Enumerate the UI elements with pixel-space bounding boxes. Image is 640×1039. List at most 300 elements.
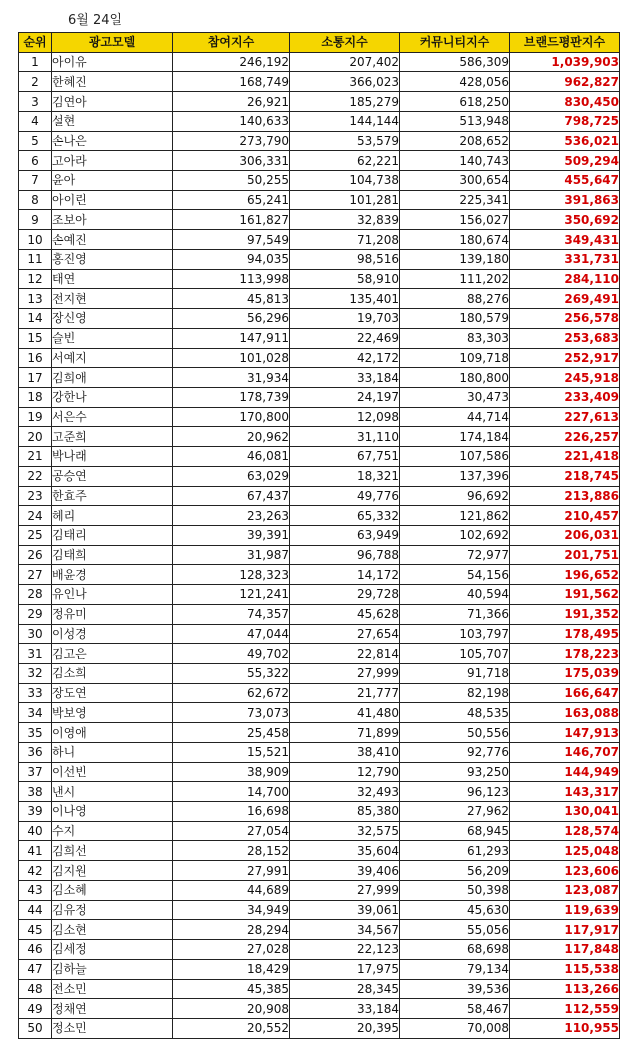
brand-reputation-cell: 128,574 — [510, 821, 620, 841]
participation-cell: 113,998 — [173, 269, 290, 289]
community-cell: 88,276 — [400, 289, 510, 309]
community-cell: 68,945 — [400, 821, 510, 841]
brand-reputation-cell: 798,725 — [510, 111, 620, 131]
communication-cell: 67,751 — [290, 447, 400, 467]
brand-reputation-cell: 253,683 — [510, 328, 620, 348]
communication-cell: 98,516 — [290, 249, 400, 269]
table-row — [19, 762, 620, 782]
community-cell: 300,654 — [400, 171, 510, 191]
model-name-cell: 장신영 — [52, 309, 173, 329]
rank-cell: 20 — [19, 427, 52, 447]
community-cell: 137,396 — [400, 466, 510, 486]
model-name-cell: 김소희 — [52, 664, 173, 684]
table-row — [19, 940, 620, 960]
table-row — [19, 328, 620, 348]
participation-cell: 20,962 — [173, 427, 290, 447]
model-name-cell: 김소혜 — [52, 880, 173, 900]
header-brand-reputation: 브랜드평판지수 — [510, 33, 620, 53]
rank-cell: 5 — [19, 131, 52, 151]
participation-cell: 44,689 — [173, 880, 290, 900]
table-row — [19, 151, 620, 171]
communication-cell: 207,402 — [290, 52, 400, 72]
participation-cell: 45,813 — [173, 289, 290, 309]
community-cell: 83,303 — [400, 328, 510, 348]
brand-reputation-cell: 830,450 — [510, 92, 620, 112]
table-row — [19, 723, 620, 743]
community-cell: 618,250 — [400, 92, 510, 112]
rank-cell: 12 — [19, 269, 52, 289]
community-cell: 48,535 — [400, 703, 510, 723]
brand-reputation-cell: 144,949 — [510, 762, 620, 782]
community-cell: 140,743 — [400, 151, 510, 171]
rank-cell: 13 — [19, 289, 52, 309]
model-name-cell: 김지원 — [52, 861, 173, 881]
model-name-cell: 이선빈 — [52, 762, 173, 782]
table-row — [19, 72, 620, 92]
communication-cell: 27,999 — [290, 664, 400, 684]
model-name-cell: 이성경 — [52, 624, 173, 644]
table-row — [19, 841, 620, 861]
communication-cell: 22,814 — [290, 644, 400, 664]
participation-cell: 101,028 — [173, 348, 290, 368]
participation-cell: 31,987 — [173, 545, 290, 565]
model-name-cell: 낸시 — [52, 782, 173, 802]
brand-reputation-cell: 349,431 — [510, 230, 620, 250]
participation-cell: 50,255 — [173, 171, 290, 191]
model-name-cell: 아이린 — [52, 190, 173, 210]
rank-cell: 48 — [19, 979, 52, 999]
communication-cell: 62,221 — [290, 151, 400, 171]
table-row — [19, 920, 620, 940]
table-row — [19, 427, 620, 447]
model-name-cell: 조보아 — [52, 210, 173, 230]
model-name-cell: 고아라 — [52, 151, 173, 171]
brand-reputation-cell: 147,913 — [510, 723, 620, 743]
table-row — [19, 309, 620, 329]
rank-cell: 15 — [19, 328, 52, 348]
participation-cell: 67,437 — [173, 486, 290, 506]
model-name-cell: 슬빈 — [52, 328, 173, 348]
brand-reputation-cell: 113,266 — [510, 979, 620, 999]
rank-cell: 6 — [19, 151, 52, 171]
model-name-cell: 김태리 — [52, 525, 173, 545]
rank-cell: 40 — [19, 821, 52, 841]
rank-cell: 37 — [19, 762, 52, 782]
participation-cell: 62,672 — [173, 683, 290, 703]
community-cell: 92,776 — [400, 742, 510, 762]
model-name-cell: 홍진영 — [52, 249, 173, 269]
community-cell: 174,184 — [400, 427, 510, 447]
participation-cell: 26,921 — [173, 92, 290, 112]
rank-cell: 2 — [19, 72, 52, 92]
participation-cell: 15,521 — [173, 742, 290, 762]
rank-cell: 1 — [19, 52, 52, 72]
brand-reputation-cell: 119,639 — [510, 900, 620, 920]
header-model: 광고모델 — [52, 33, 173, 53]
brand-reputation-cell: 175,039 — [510, 664, 620, 684]
communication-cell: 33,184 — [290, 999, 400, 1019]
brand-reputation-cell: 146,707 — [510, 742, 620, 762]
table-row — [19, 1018, 620, 1038]
communication-cell: 144,144 — [290, 111, 400, 131]
participation-cell: 18,429 — [173, 959, 290, 979]
rank-cell: 32 — [19, 664, 52, 684]
model-name-cell: 김고은 — [52, 644, 173, 664]
table-row — [19, 900, 620, 920]
community-cell: 40,594 — [400, 585, 510, 605]
model-name-cell: 김희애 — [52, 368, 173, 388]
communication-cell: 32,839 — [290, 210, 400, 230]
model-name-cell: 윤아 — [52, 171, 173, 191]
table-row — [19, 407, 620, 427]
brand-reputation-cell: 218,745 — [510, 466, 620, 486]
brand-reputation-cell: 350,692 — [510, 210, 620, 230]
table-row — [19, 782, 620, 802]
participation-cell: 273,790 — [173, 131, 290, 151]
participation-cell: 34,949 — [173, 900, 290, 920]
model-name-cell: 서은수 — [52, 407, 173, 427]
brand-reputation-cell: 110,955 — [510, 1018, 620, 1038]
model-name-cell: 한효주 — [52, 486, 173, 506]
model-name-cell: 정유미 — [52, 604, 173, 624]
brand-reputation-cell: 284,110 — [510, 269, 620, 289]
table-row — [19, 269, 620, 289]
community-cell: 109,718 — [400, 348, 510, 368]
brand-reputation-cell: 178,223 — [510, 644, 620, 664]
participation-cell: 161,827 — [173, 210, 290, 230]
brand-reputation-cell: 117,917 — [510, 920, 620, 940]
date-label: 6월 24일 — [68, 13, 123, 28]
brand-reputation-cell: 213,886 — [510, 486, 620, 506]
model-name-cell: 정소민 — [52, 1018, 173, 1038]
table-row — [19, 171, 620, 191]
community-cell: 55,056 — [400, 920, 510, 940]
communication-cell: 32,493 — [290, 782, 400, 802]
communication-cell: 135,401 — [290, 289, 400, 309]
brand-reputation-cell: 509,294 — [510, 151, 620, 171]
brand-reputation-cell: 391,863 — [510, 190, 620, 210]
model-name-cell: 전지현 — [52, 289, 173, 309]
communication-cell: 39,061 — [290, 900, 400, 920]
brand-reputation-cell: 536,021 — [510, 131, 620, 151]
community-cell: 58,467 — [400, 999, 510, 1019]
brand-reputation-cell: 210,457 — [510, 506, 620, 526]
communication-cell: 21,777 — [290, 683, 400, 703]
rank-cell: 46 — [19, 940, 52, 960]
participation-cell: 27,028 — [173, 940, 290, 960]
communication-cell: 35,604 — [290, 841, 400, 861]
table-row — [19, 249, 620, 269]
model-name-cell: 박나래 — [52, 447, 173, 467]
brand-reputation-cell: 130,041 — [510, 802, 620, 822]
communication-cell: 22,123 — [290, 940, 400, 960]
community-cell: 586,309 — [400, 52, 510, 72]
community-cell: 96,692 — [400, 486, 510, 506]
communication-cell: 42,172 — [290, 348, 400, 368]
community-cell: 39,536 — [400, 979, 510, 999]
participation-cell: 94,035 — [173, 249, 290, 269]
brand-reputation-cell: 191,352 — [510, 604, 620, 624]
communication-cell: 17,975 — [290, 959, 400, 979]
communication-cell: 49,776 — [290, 486, 400, 506]
participation-cell: 121,241 — [173, 585, 290, 605]
rank-cell: 49 — [19, 999, 52, 1019]
model-name-cell: 아이유 — [52, 52, 173, 72]
table-body — [19, 52, 620, 1038]
participation-cell: 39,391 — [173, 525, 290, 545]
participation-cell: 55,322 — [173, 664, 290, 684]
rank-cell: 45 — [19, 920, 52, 940]
brand-reputation-cell: 143,317 — [510, 782, 620, 802]
community-cell: 107,586 — [400, 447, 510, 467]
communication-cell: 18,321 — [290, 466, 400, 486]
brand-reputation-cell: 117,848 — [510, 940, 620, 960]
table-row — [19, 210, 620, 230]
rank-cell: 3 — [19, 92, 52, 112]
model-name-cell: 김연아 — [52, 92, 173, 112]
participation-cell: 170,800 — [173, 407, 290, 427]
header-participation: 참여지수 — [173, 33, 290, 53]
model-name-cell: 헤리 — [52, 506, 173, 526]
rank-cell: 47 — [19, 959, 52, 979]
brand-reputation-cell: 252,917 — [510, 348, 620, 368]
communication-cell: 53,579 — [290, 131, 400, 151]
rank-cell: 21 — [19, 447, 52, 467]
table-row — [19, 111, 620, 131]
rank-cell: 26 — [19, 545, 52, 565]
community-cell: 50,398 — [400, 880, 510, 900]
communication-cell: 33,184 — [290, 368, 400, 388]
community-cell: 30,473 — [400, 387, 510, 407]
table-row — [19, 742, 620, 762]
community-cell: 428,056 — [400, 72, 510, 92]
communication-cell: 96,788 — [290, 545, 400, 565]
rank-cell: 43 — [19, 880, 52, 900]
rank-cell: 36 — [19, 742, 52, 762]
rank-cell: 22 — [19, 466, 52, 486]
communication-cell: 41,480 — [290, 703, 400, 723]
header-communication: 소통지수 — [290, 33, 400, 53]
rank-cell: 29 — [19, 604, 52, 624]
communication-cell: 65,332 — [290, 506, 400, 526]
model-name-cell: 장도연 — [52, 683, 173, 703]
brand-reputation-cell: 115,538 — [510, 959, 620, 979]
participation-cell: 306,331 — [173, 151, 290, 171]
communication-cell: 58,910 — [290, 269, 400, 289]
table-row — [19, 821, 620, 841]
brand-reputation-cell: 206,031 — [510, 525, 620, 545]
brand-reputation-cell: 233,409 — [510, 387, 620, 407]
participation-cell: 178,739 — [173, 387, 290, 407]
community-cell: 111,202 — [400, 269, 510, 289]
table-header-row — [19, 33, 620, 53]
model-name-cell: 태연 — [52, 269, 173, 289]
communication-cell: 101,281 — [290, 190, 400, 210]
table-row — [19, 585, 620, 605]
model-name-cell: 김태희 — [52, 545, 173, 565]
participation-cell: 31,934 — [173, 368, 290, 388]
model-name-cell: 하니 — [52, 742, 173, 762]
brand-reputation-cell: 196,652 — [510, 565, 620, 585]
brand-reputation-cell: 226,257 — [510, 427, 620, 447]
communication-cell: 71,208 — [290, 230, 400, 250]
community-cell: 70,008 — [400, 1018, 510, 1038]
brand-reputation-cell: 123,606 — [510, 861, 620, 881]
participation-cell: 46,081 — [173, 447, 290, 467]
table-row — [19, 131, 620, 151]
table-row — [19, 486, 620, 506]
communication-cell: 22,469 — [290, 328, 400, 348]
communication-cell: 71,899 — [290, 723, 400, 743]
community-cell: 96,123 — [400, 782, 510, 802]
community-cell: 82,198 — [400, 683, 510, 703]
community-cell: 27,962 — [400, 802, 510, 822]
community-cell: 91,718 — [400, 664, 510, 684]
table-row — [19, 959, 620, 979]
table-row — [19, 880, 620, 900]
participation-cell: 97,549 — [173, 230, 290, 250]
community-cell: 71,366 — [400, 604, 510, 624]
community-cell: 50,556 — [400, 723, 510, 743]
participation-cell: 65,241 — [173, 190, 290, 210]
community-cell: 79,134 — [400, 959, 510, 979]
model-name-cell: 고준희 — [52, 427, 173, 447]
brand-reputation-cell: 201,751 — [510, 545, 620, 565]
model-name-cell: 김소현 — [52, 920, 173, 940]
communication-cell: 27,999 — [290, 880, 400, 900]
community-cell: 121,862 — [400, 506, 510, 526]
model-name-cell: 설현 — [52, 111, 173, 131]
rank-cell: 23 — [19, 486, 52, 506]
participation-cell: 56,296 — [173, 309, 290, 329]
rank-cell: 31 — [19, 644, 52, 664]
rank-cell: 50 — [19, 1018, 52, 1038]
participation-cell: 49,702 — [173, 644, 290, 664]
participation-cell: 140,633 — [173, 111, 290, 131]
participation-cell: 128,323 — [173, 565, 290, 585]
header-rank: 순위 — [19, 33, 52, 53]
table-row — [19, 545, 620, 565]
model-name-cell: 서예지 — [52, 348, 173, 368]
model-name-cell: 김하늘 — [52, 959, 173, 979]
rank-cell: 4 — [19, 111, 52, 131]
rank-cell: 17 — [19, 368, 52, 388]
community-cell: 56,209 — [400, 861, 510, 881]
model-name-cell: 김세정 — [52, 940, 173, 960]
participation-cell: 27,054 — [173, 821, 290, 841]
brand-reputation-cell: 962,827 — [510, 72, 620, 92]
table-row — [19, 525, 620, 545]
rank-cell: 33 — [19, 683, 52, 703]
participation-cell: 14,700 — [173, 782, 290, 802]
participation-cell: 45,385 — [173, 979, 290, 999]
table-row — [19, 289, 620, 309]
table-row — [19, 368, 620, 388]
brand-reputation-cell: 227,613 — [510, 407, 620, 427]
communication-cell: 63,949 — [290, 525, 400, 545]
communication-cell: 39,406 — [290, 861, 400, 881]
communication-cell: 85,380 — [290, 802, 400, 822]
rank-cell: 27 — [19, 565, 52, 585]
rank-cell: 34 — [19, 703, 52, 723]
communication-cell: 14,172 — [290, 565, 400, 585]
participation-cell: 20,908 — [173, 999, 290, 1019]
table-row — [19, 466, 620, 486]
rank-cell: 19 — [19, 407, 52, 427]
communication-cell: 104,738 — [290, 171, 400, 191]
rank-cell: 44 — [19, 900, 52, 920]
table-row — [19, 348, 620, 368]
participation-cell: 168,749 — [173, 72, 290, 92]
model-name-cell: 김유정 — [52, 900, 173, 920]
community-cell: 180,579 — [400, 309, 510, 329]
communication-cell: 12,098 — [290, 407, 400, 427]
participation-cell: 16,698 — [173, 802, 290, 822]
rank-cell: 24 — [19, 506, 52, 526]
brand-reputation-cell: 221,418 — [510, 447, 620, 467]
community-cell: 61,293 — [400, 841, 510, 861]
community-cell: 156,027 — [400, 210, 510, 230]
communication-cell: 38,410 — [290, 742, 400, 762]
brand-reputation-cell: 112,559 — [510, 999, 620, 1019]
brand-reputation-cell: 455,647 — [510, 171, 620, 191]
brand-reputation-cell: 1,039,903 — [510, 52, 620, 72]
table-row — [19, 92, 620, 112]
communication-cell: 20,395 — [290, 1018, 400, 1038]
rank-cell: 25 — [19, 525, 52, 545]
rank-cell: 38 — [19, 782, 52, 802]
brand-reputation-cell: 331,731 — [510, 249, 620, 269]
communication-cell: 27,654 — [290, 624, 400, 644]
model-name-cell: 수지 — [52, 821, 173, 841]
rank-cell: 11 — [19, 249, 52, 269]
community-cell: 139,180 — [400, 249, 510, 269]
brand-reputation-cell: 123,087 — [510, 880, 620, 900]
community-cell: 102,692 — [400, 525, 510, 545]
model-name-cell: 배윤경 — [52, 565, 173, 585]
brand-reputation-cell: 163,088 — [510, 703, 620, 723]
brand-reputation-cell: 245,918 — [510, 368, 620, 388]
participation-cell: 73,073 — [173, 703, 290, 723]
communication-cell: 45,628 — [290, 604, 400, 624]
participation-cell: 246,192 — [173, 52, 290, 72]
participation-cell: 20,552 — [173, 1018, 290, 1038]
communication-cell: 28,345 — [290, 979, 400, 999]
rank-cell: 8 — [19, 190, 52, 210]
community-cell: 44,714 — [400, 407, 510, 427]
table-row — [19, 230, 620, 250]
rank-cell: 30 — [19, 624, 52, 644]
model-name-cell: 손예진 — [52, 230, 173, 250]
communication-cell: 32,575 — [290, 821, 400, 841]
rank-cell: 39 — [19, 802, 52, 822]
community-cell: 93,250 — [400, 762, 510, 782]
rank-cell: 35 — [19, 723, 52, 743]
model-name-cell: 공승연 — [52, 466, 173, 486]
community-cell: 180,674 — [400, 230, 510, 250]
header-community: 커뮤니티지수 — [400, 33, 510, 53]
model-name-cell: 정채연 — [52, 999, 173, 1019]
table-row — [19, 999, 620, 1019]
model-name-cell: 박보영 — [52, 703, 173, 723]
participation-cell: 147,911 — [173, 328, 290, 348]
community-cell: 68,698 — [400, 940, 510, 960]
rank-cell: 28 — [19, 585, 52, 605]
table-row — [19, 644, 620, 664]
participation-cell: 25,458 — [173, 723, 290, 743]
model-name-cell: 손나은 — [52, 131, 173, 151]
brand-reputation-cell: 125,048 — [510, 841, 620, 861]
